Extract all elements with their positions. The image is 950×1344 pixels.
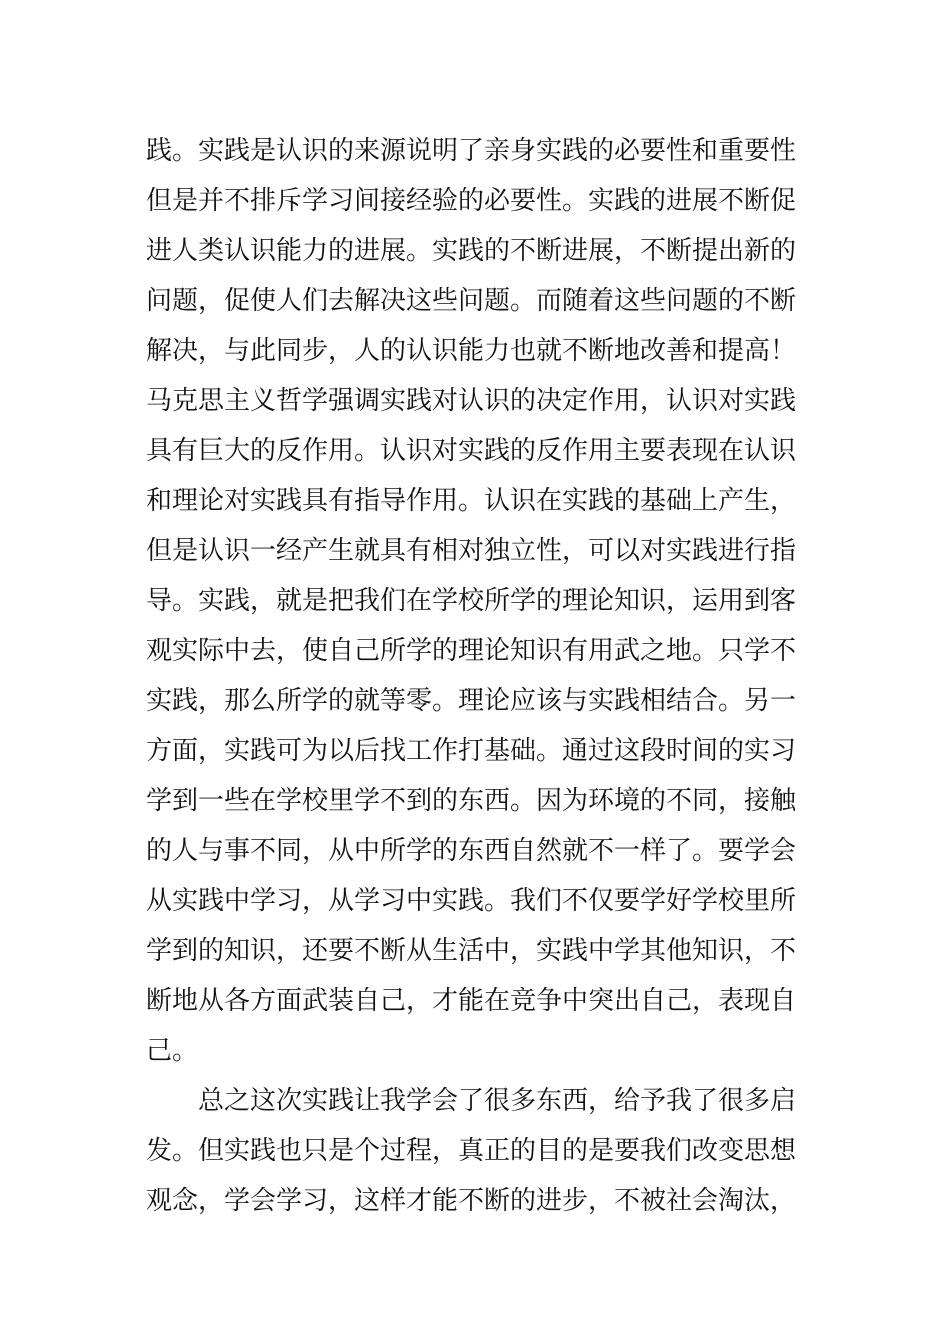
text-line: 马克思主义哲学强调实践对认识的决定作用，认识对实践 <box>146 386 797 416</box>
text-line: 的人与事不同，从中所学的东西自然就不一样了。要学会 <box>146 836 797 866</box>
text-line: 和理论对实践具有指导作用。认识在实践的基础上产生， <box>146 486 797 516</box>
text-line: 方面，实践可为以后找工作打基础。通过这段时间的实习 <box>146 736 797 766</box>
text-line: 学到的知识，还要不断从生活中，实践中学其他知识，不 <box>146 936 797 966</box>
text-line: 但是并不排斥学习间接经验的必要性。实践的进展不断促 <box>146 186 797 216</box>
text-line: 但是认识一经产生就具有相对独立性，可以对实践进行指 <box>146 536 797 566</box>
text-line: 问题，促使人们去解决这些问题。而随着这些问题的不断 <box>146 286 797 316</box>
text-line: 学到一些在学校里学不到的东西。因为环境的不同，接触 <box>146 786 797 816</box>
paragraph-2 <box>146 1076 816 1226</box>
text-line: 实践，那么所学的就等零。理论应该与实践相结合。另一 <box>146 686 797 716</box>
text-line: 己。 <box>146 1036 199 1066</box>
text-line: 发。但实践也只是个过程，真正的目的是要我们改变思想 <box>146 1136 797 1166</box>
text-line: 导。实践，就是把我们在学校所学的理论知识，运用到客 <box>146 586 797 616</box>
text-line: 解决，与此同步，人的认识能力也就不断地改善和提高！ <box>146 336 797 366</box>
text-line: 进人类认识能力的进展。实践的不断进展，不断提出新的 <box>146 236 797 266</box>
paragraph-1 <box>146 126 816 1076</box>
text-line: 总之这次实践让我学会了很多东西，给予我了很多启 <box>198 1086 797 1116</box>
text-line: 具有巨大的反作用。认识对实践的反作用主要表现在认识 <box>146 436 797 466</box>
text-line: 观实际中去，使自己所学的理论知识有用武之地。只学不 <box>146 636 797 666</box>
text-line: 践。实践是认识的来源说明了亲身实践的必要性和重要性 <box>146 136 797 166</box>
text-line: 断地从各方面武装自己，才能在竞争中突出自己，表现自 <box>146 986 797 1016</box>
text-line: 从实践中学习，从学习中实践。我们不仅要学好学校里所 <box>146 886 797 916</box>
text-line: 观念，学会学习，这样才能不断的进步，不被社会淘汰， <box>146 1186 797 1216</box>
